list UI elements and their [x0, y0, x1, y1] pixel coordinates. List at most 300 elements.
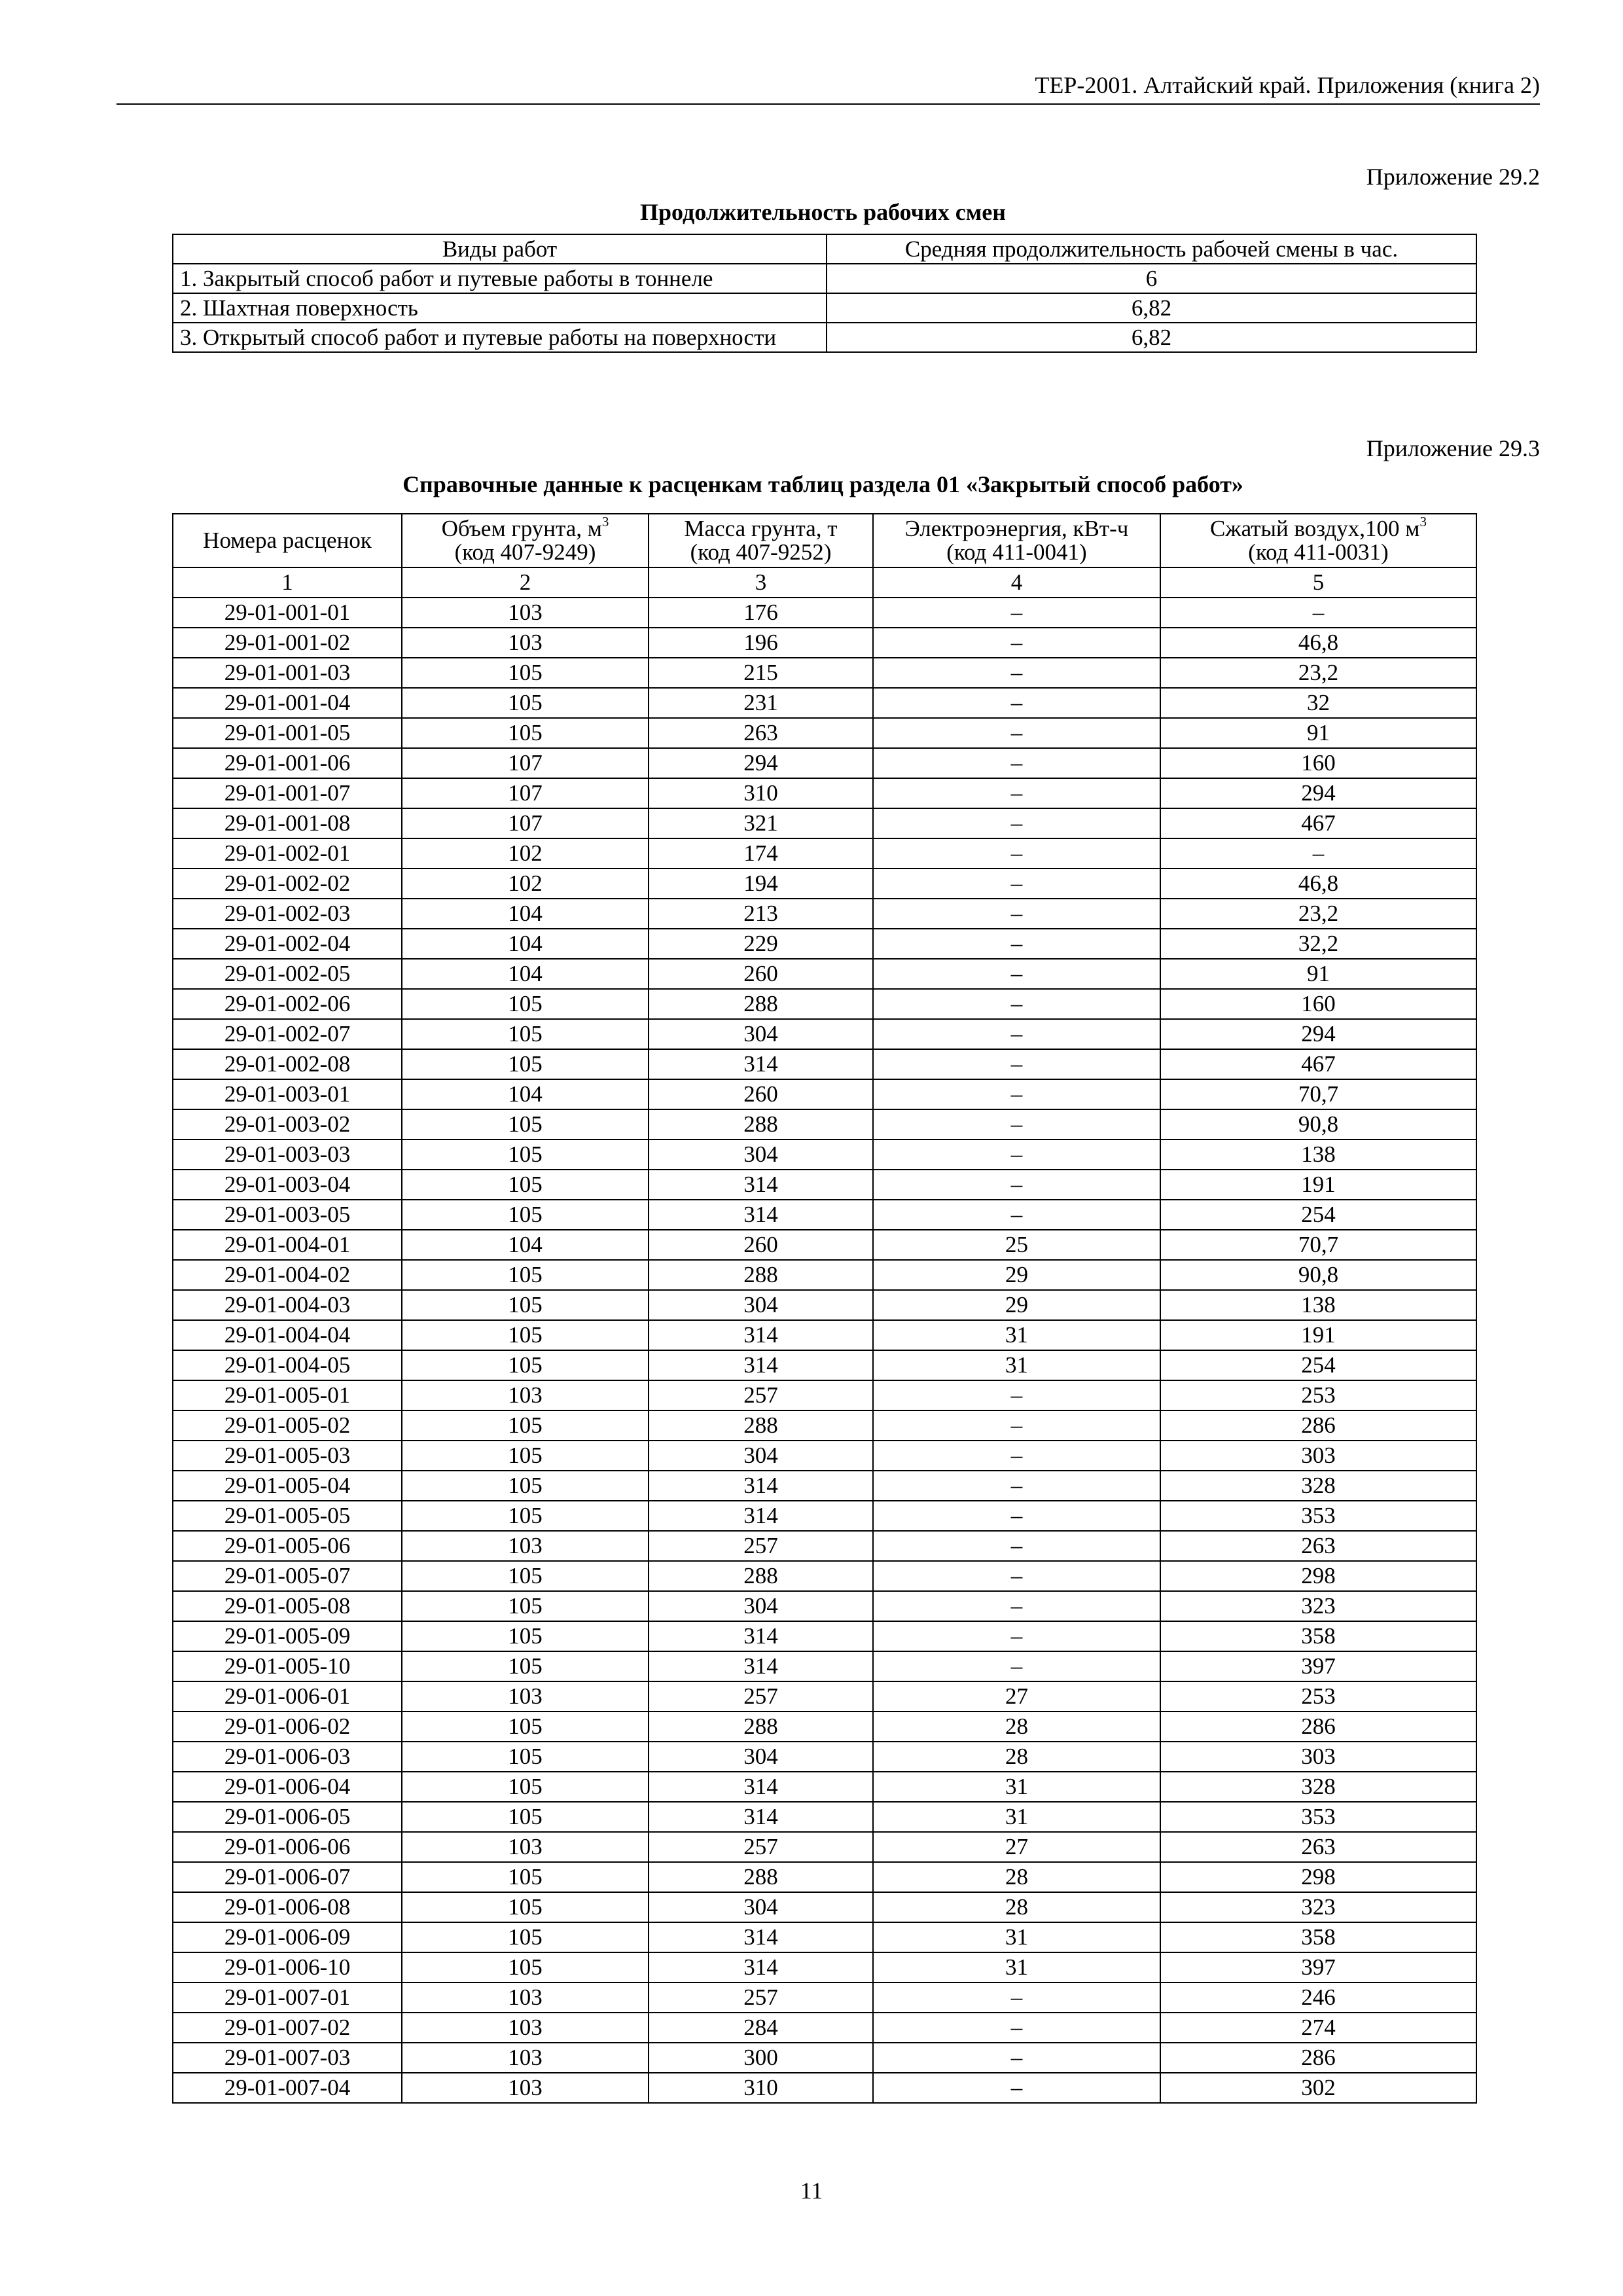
soil-mass-cell: 314: [649, 1320, 873, 1350]
compressed-air-cell: 253: [1160, 1681, 1476, 1712]
table-row: [173, 1621, 1476, 1651]
compressed-air-cell: 138: [1160, 1290, 1476, 1320]
soil-mass-cell: 284: [649, 2013, 873, 2043]
table-row: [173, 1019, 1476, 1049]
rate-code-cell: 29-01-007-04: [173, 2073, 402, 2103]
electricity-cell: 29: [873, 1260, 1160, 1290]
column-header-name: Электроэнергия, кВт-ч: [904, 516, 1129, 541]
column-header: [873, 514, 1160, 567]
compressed-air-cell: 323: [1160, 1892, 1476, 1922]
table-row: [173, 688, 1476, 718]
compressed-air-cell: 191: [1160, 1170, 1476, 1200]
soil-mass-cell: 288: [649, 1109, 873, 1139]
table-row: [173, 778, 1476, 808]
table-row: [173, 1410, 1476, 1441]
soil-mass-cell: 229: [649, 929, 873, 959]
rate-code-cell: 29-01-001-02: [173, 628, 402, 658]
table-row: [173, 1139, 1476, 1170]
table-row: [173, 1712, 1476, 1742]
table-row: [173, 718, 1476, 748]
electricity-cell: –: [873, 598, 1160, 628]
soil-mass-cell: 314: [649, 1471, 873, 1501]
rate-code-cell: 29-01-006-06: [173, 1832, 402, 1862]
column-number: 1: [173, 567, 402, 598]
resource-code: (код 411-0031): [1248, 539, 1389, 565]
compressed-air-cell: 46,8: [1160, 628, 1476, 658]
electricity-cell: –: [873, 778, 1160, 808]
soil-volume-cell: 105: [402, 1772, 649, 1802]
electricity-cell: –: [873, 1170, 1160, 1200]
soil-volume-cell: 102: [402, 838, 649, 869]
table-row: [173, 1380, 1476, 1410]
soil-volume-cell: 104: [402, 959, 649, 989]
table-row: [173, 1260, 1476, 1290]
rate-code-cell: 29-01-002-04: [173, 929, 402, 959]
soil-volume-cell: 103: [402, 1832, 649, 1862]
column-header-name: Масса грунта, т: [684, 516, 838, 541]
rate-code-cell: 29-01-006-07: [173, 1862, 402, 1892]
rate-code-cell: 29-01-003-04: [173, 1170, 402, 1200]
shift-duration-cell: 6,82: [827, 293, 1476, 323]
electricity-cell: –: [873, 1982, 1160, 2013]
soil-mass-cell: 260: [649, 959, 873, 989]
soil-volume-cell: 105: [402, 1019, 649, 1049]
electricity-cell: –: [873, 2043, 1160, 2073]
table-row: [173, 748, 1476, 778]
rate-code-cell: 29-01-002-08: [173, 1049, 402, 1079]
electricity-cell: –: [873, 1380, 1160, 1410]
soil-volume-cell: 103: [402, 2073, 649, 2103]
table-header-row: [173, 234, 1476, 264]
column-number: 3: [649, 567, 873, 598]
table-header-row: [173, 514, 1476, 567]
electricity-cell: 28: [873, 1742, 1160, 1772]
appendix-29-3-label: Приложение 29.3: [1366, 435, 1540, 461]
resource-code: (код 407-9249): [454, 539, 596, 565]
electricity-cell: –: [873, 1531, 1160, 1561]
soil-volume-cell: 105: [402, 1802, 649, 1832]
column-number: 4: [873, 567, 1160, 598]
compressed-air-cell: 358: [1160, 1922, 1476, 1952]
electricity-cell: 27: [873, 1681, 1160, 1712]
compressed-air-cell: 23,2: [1160, 658, 1476, 688]
rate-code-cell: 29-01-006-10: [173, 1952, 402, 1982]
soil-volume-cell: 105: [402, 718, 649, 748]
column-number: 2: [402, 567, 649, 598]
rate-code-cell: 29-01-005-04: [173, 1471, 402, 1501]
table-row: [173, 293, 1476, 323]
rate-code-cell: 29-01-003-05: [173, 1200, 402, 1230]
table-row: [173, 2073, 1476, 2103]
soil-mass-cell: 314: [649, 1802, 873, 1832]
soil-volume-cell: 105: [402, 1621, 649, 1651]
soil-mass-cell: 304: [649, 1892, 873, 1922]
electricity-cell: –: [873, 1651, 1160, 1681]
electricity-cell: –: [873, 899, 1160, 929]
column-header: [1160, 514, 1476, 567]
table-row: [173, 323, 1476, 352]
soil-volume-cell: 105: [402, 1410, 649, 1441]
soil-volume-cell: 105: [402, 1952, 649, 1982]
table-row: [173, 1982, 1476, 2013]
compressed-air-cell: 467: [1160, 1049, 1476, 1079]
table-row: [173, 1501, 1476, 1531]
soil-volume-cell: 105: [402, 1742, 649, 1772]
table-row: [173, 1742, 1476, 1772]
column-header: [649, 514, 873, 567]
compressed-air-cell: 294: [1160, 778, 1476, 808]
soil-volume-cell: 103: [402, 1380, 649, 1410]
compressed-air-cell: 353: [1160, 1501, 1476, 1531]
soil-volume-cell: 105: [402, 1109, 649, 1139]
soil-mass-cell: 314: [649, 1170, 873, 1200]
electricity-cell: 28: [873, 1892, 1160, 1922]
compressed-air-cell: 191: [1160, 1320, 1476, 1350]
rate-code-cell: 29-01-007-02: [173, 2013, 402, 2043]
electricity-cell: –: [873, 658, 1160, 688]
reference-data-table-title: Справочные данные к расценкам таблиц раздела 01 «Закрытый способ работ»: [402, 471, 1243, 497]
rate-code-cell: 29-01-005-09: [173, 1621, 402, 1651]
work-shifts-table: [172, 234, 1477, 353]
soil-volume-cell: 105: [402, 1320, 649, 1350]
soil-volume-cell: 105: [402, 1712, 649, 1742]
soil-volume-cell: 105: [402, 1591, 649, 1621]
soil-volume-cell: 107: [402, 778, 649, 808]
rate-code-cell: 29-01-005-03: [173, 1441, 402, 1471]
soil-mass-cell: 314: [649, 1772, 873, 1802]
compressed-air-cell: 160: [1160, 748, 1476, 778]
table-row: [173, 899, 1476, 929]
table-row: [173, 264, 1476, 293]
soil-mass-cell: 304: [649, 1591, 873, 1621]
soil-volume-cell: 103: [402, 2043, 649, 2073]
column-header: Виды работ: [173, 234, 827, 264]
compressed-air-cell: 298: [1160, 1862, 1476, 1892]
work-type-cell: 1. Закрытый способ работ и путевые работы в тоннеле: [173, 264, 827, 293]
soil-volume-cell: 103: [402, 1681, 649, 1712]
compressed-air-cell: 90,8: [1160, 1109, 1476, 1139]
electricity-cell: –: [873, 1139, 1160, 1170]
table-row: [173, 1922, 1476, 1952]
electricity-cell: 31: [873, 1772, 1160, 1802]
compressed-air-cell: 246: [1160, 1982, 1476, 2013]
column-header: Средняя продолжительность рабочей смены в час.: [827, 234, 1476, 264]
electricity-cell: –: [873, 1410, 1160, 1441]
table-row: [173, 1862, 1476, 1892]
compressed-air-cell: 303: [1160, 1742, 1476, 1772]
compressed-air-cell: 353: [1160, 1802, 1476, 1832]
compressed-air-cell: 302: [1160, 2073, 1476, 2103]
column-header: [173, 514, 402, 567]
soil-volume-cell: 105: [402, 1260, 649, 1290]
electricity-cell: 31: [873, 1922, 1160, 1952]
compressed-air-cell: 286: [1160, 2043, 1476, 2073]
soil-mass-cell: 304: [649, 1019, 873, 1049]
table-row: [173, 1049, 1476, 1079]
electricity-cell: –: [873, 2013, 1160, 2043]
electricity-cell: 28: [873, 1712, 1160, 1742]
soil-mass-cell: 321: [649, 808, 873, 838]
rate-code-cell: 29-01-001-03: [173, 658, 402, 688]
soil-mass-cell: 257: [649, 1982, 873, 2013]
electricity-cell: –: [873, 628, 1160, 658]
soil-mass-cell: 288: [649, 1862, 873, 1892]
soil-volume-cell: 105: [402, 1170, 649, 1200]
compressed-air-cell: 70,7: [1160, 1079, 1476, 1109]
soil-mass-cell: 257: [649, 1832, 873, 1862]
column-header: [402, 514, 649, 567]
rate-code-cell: 29-01-007-03: [173, 2043, 402, 2073]
compressed-air-cell: 138: [1160, 1139, 1476, 1170]
soil-volume-cell: 103: [402, 598, 649, 628]
table-row: [173, 1320, 1476, 1350]
soil-mass-cell: 288: [649, 1260, 873, 1290]
compressed-air-cell: 274: [1160, 2013, 1476, 2043]
soil-volume-cell: 105: [402, 1561, 649, 1591]
electricity-cell: –: [873, 1591, 1160, 1621]
column-number-row: [173, 567, 1476, 598]
soil-mass-cell: 314: [649, 1952, 873, 1982]
soil-volume-cell: 103: [402, 1531, 649, 1561]
column-header-name: Номера расценок: [203, 528, 372, 553]
rate-code-cell: 29-01-001-01: [173, 598, 402, 628]
rate-code-cell: 29-01-002-01: [173, 838, 402, 869]
compressed-air-cell: 70,7: [1160, 1230, 1476, 1260]
soil-volume-cell: 107: [402, 748, 649, 778]
table-row: [173, 1952, 1476, 1982]
compressed-air-cell: 32,2: [1160, 929, 1476, 959]
table-row: [173, 989, 1476, 1019]
soil-mass-cell: 314: [649, 1350, 873, 1380]
soil-volume-cell: 105: [402, 1290, 649, 1320]
soil-mass-cell: 314: [649, 1501, 873, 1531]
soil-mass-cell: 314: [649, 1200, 873, 1230]
table-row: [173, 959, 1476, 989]
rate-code-cell: 29-01-006-04: [173, 1772, 402, 1802]
electricity-cell: 28: [873, 1862, 1160, 1892]
soil-volume-cell: 103: [402, 628, 649, 658]
compressed-air-cell: 328: [1160, 1471, 1476, 1501]
unit-superscript: 3: [1419, 514, 1427, 530]
electricity-cell: 31: [873, 1350, 1160, 1380]
electricity-cell: 31: [873, 1320, 1160, 1350]
electricity-cell: –: [873, 748, 1160, 778]
table-row: [173, 1832, 1476, 1862]
compressed-air-cell: 160: [1160, 989, 1476, 1019]
electricity-cell: 29: [873, 1290, 1160, 1320]
compressed-air-cell: 358: [1160, 1621, 1476, 1651]
unit-superscript: 3: [601, 514, 609, 530]
table-row: [173, 1230, 1476, 1260]
soil-mass-cell: 300: [649, 2043, 873, 2073]
electricity-cell: –: [873, 869, 1160, 899]
rate-code-cell: 29-01-001-05: [173, 718, 402, 748]
rate-code-cell: 29-01-003-02: [173, 1109, 402, 1139]
soil-mass-cell: 304: [649, 1290, 873, 1320]
compressed-air-cell: 294: [1160, 1019, 1476, 1049]
rate-code-cell: 29-01-004-04: [173, 1320, 402, 1350]
column-header-name: Сжатый воздух,100 м: [1210, 516, 1420, 541]
soil-mass-cell: 257: [649, 1531, 873, 1561]
electricity-cell: –: [873, 1621, 1160, 1651]
electricity-cell: –: [873, 1471, 1160, 1501]
soil-volume-cell: 105: [402, 1922, 649, 1952]
soil-volume-cell: 104: [402, 929, 649, 959]
compressed-air-cell: 32: [1160, 688, 1476, 718]
compressed-air-cell: 46,8: [1160, 869, 1476, 899]
soil-mass-cell: 231: [649, 688, 873, 718]
soil-mass-cell: 288: [649, 1712, 873, 1742]
compressed-air-cell: 303: [1160, 1441, 1476, 1471]
work-type-cell: 2. Шахтная поверхность: [173, 293, 827, 323]
table-row: [173, 1772, 1476, 1802]
soil-mass-cell: 194: [649, 869, 873, 899]
table-row: [173, 1290, 1476, 1320]
table-row: [173, 628, 1476, 658]
shift-duration-cell: 6: [827, 264, 1476, 293]
soil-mass-cell: 288: [649, 1410, 873, 1441]
soil-mass-cell: 213: [649, 899, 873, 929]
electricity-cell: –: [873, 1561, 1160, 1591]
soil-mass-cell: 304: [649, 1742, 873, 1772]
electricity-cell: –: [873, 1019, 1160, 1049]
soil-mass-cell: 294: [649, 748, 873, 778]
compressed-air-cell: 298: [1160, 1561, 1476, 1591]
rate-code-cell: 29-01-004-03: [173, 1290, 402, 1320]
table-row: [173, 1802, 1476, 1832]
soil-volume-cell: 103: [402, 2013, 649, 2043]
table-row: [173, 1109, 1476, 1139]
rate-code-cell: 29-01-005-05: [173, 1501, 402, 1531]
soil-mass-cell: 176: [649, 598, 873, 628]
soil-volume-cell: 103: [402, 1982, 649, 2013]
electricity-cell: –: [873, 838, 1160, 869]
compressed-air-cell: 328: [1160, 1772, 1476, 1802]
electricity-cell: –: [873, 1079, 1160, 1109]
soil-volume-cell: 105: [402, 1139, 649, 1170]
rate-code-cell: 29-01-005-10: [173, 1651, 402, 1681]
soil-volume-cell: 105: [402, 1441, 649, 1471]
compressed-air-cell: 254: [1160, 1350, 1476, 1380]
soil-volume-cell: 105: [402, 1350, 649, 1380]
soil-mass-cell: 310: [649, 2073, 873, 2103]
table-row: [173, 808, 1476, 838]
soil-mass-cell: 314: [649, 1651, 873, 1681]
table-row: [173, 1892, 1476, 1922]
rate-code-cell: 29-01-007-01: [173, 1982, 402, 2013]
table-row: [173, 869, 1476, 899]
soil-volume-cell: 105: [402, 1200, 649, 1230]
soil-volume-cell: 105: [402, 1501, 649, 1531]
table-row: [173, 2013, 1476, 2043]
rate-code-cell: 29-01-006-05: [173, 1802, 402, 1832]
table-row: [173, 598, 1476, 628]
soil-mass-cell: 288: [649, 1561, 873, 1591]
electricity-cell: –: [873, 1441, 1160, 1471]
rate-code-cell: 29-01-005-02: [173, 1410, 402, 1441]
rate-code-cell: 29-01-004-05: [173, 1350, 402, 1380]
rate-code-cell: 29-01-005-07: [173, 1561, 402, 1591]
rate-code-cell: 29-01-001-08: [173, 808, 402, 838]
column-header-name: Объем грунта, м: [441, 516, 602, 541]
electricity-cell: –: [873, 1049, 1160, 1079]
soil-volume-cell: 104: [402, 1230, 649, 1260]
soil-volume-cell: 104: [402, 1079, 649, 1109]
soil-volume-cell: 105: [402, 1471, 649, 1501]
page-number: 11: [800, 2178, 823, 2204]
rate-code-cell: 29-01-002-02: [173, 869, 402, 899]
work-shifts-table-title: Продолжительность рабочих смен: [640, 199, 1006, 225]
rate-code-cell: 29-01-001-04: [173, 688, 402, 718]
soil-volume-cell: 105: [402, 1049, 649, 1079]
compressed-air-cell: 23,2: [1160, 899, 1476, 929]
soil-mass-cell: 288: [649, 989, 873, 1019]
soil-volume-cell: 105: [402, 1892, 649, 1922]
rate-code-cell: 29-01-006-01: [173, 1681, 402, 1712]
table-row: [173, 1471, 1476, 1501]
header-rule: [116, 103, 1540, 105]
soil-mass-cell: 314: [649, 1922, 873, 1952]
soil-mass-cell: 215: [649, 658, 873, 688]
soil-volume-cell: 107: [402, 808, 649, 838]
soil-volume-cell: 102: [402, 869, 649, 899]
soil-mass-cell: 174: [649, 838, 873, 869]
compressed-air-cell: 397: [1160, 1651, 1476, 1681]
compressed-air-cell: 91: [1160, 959, 1476, 989]
table-row: [173, 1350, 1476, 1380]
electricity-cell: –: [873, 989, 1160, 1019]
electricity-cell: –: [873, 929, 1160, 959]
table-row: [173, 838, 1476, 869]
electricity-cell: –: [873, 1501, 1160, 1531]
rate-code-cell: 29-01-001-07: [173, 778, 402, 808]
rate-code-cell: 29-01-002-06: [173, 989, 402, 1019]
electricity-cell: 31: [873, 1802, 1160, 1832]
table-row: [173, 1441, 1476, 1471]
table-row: [173, 1531, 1476, 1561]
table-row: [173, 1170, 1476, 1200]
soil-mass-cell: 314: [649, 1621, 873, 1651]
table-row: [173, 929, 1476, 959]
electricity-cell: 25: [873, 1230, 1160, 1260]
compressed-air-cell: 397: [1160, 1952, 1476, 1982]
electricity-cell: –: [873, 1109, 1160, 1139]
rate-code-cell: 29-01-005-06: [173, 1531, 402, 1561]
table-row: [173, 658, 1476, 688]
compressed-air-cell: 90,8: [1160, 1260, 1476, 1290]
compressed-air-cell: 263: [1160, 1832, 1476, 1862]
soil-volume-cell: 105: [402, 1862, 649, 1892]
electricity-cell: –: [873, 1200, 1160, 1230]
compressed-air-cell: 323: [1160, 1591, 1476, 1621]
compressed-air-cell: 286: [1160, 1410, 1476, 1441]
soil-mass-cell: 196: [649, 628, 873, 658]
rate-code-cell: 29-01-004-01: [173, 1230, 402, 1260]
electricity-cell: –: [873, 808, 1160, 838]
soil-mass-cell: 314: [649, 1049, 873, 1079]
table-row: [173, 1651, 1476, 1681]
soil-volume-cell: 105: [402, 658, 649, 688]
rate-code-cell: 29-01-004-02: [173, 1260, 402, 1290]
compressed-air-cell: 467: [1160, 808, 1476, 838]
table-row: [173, 1079, 1476, 1109]
soil-mass-cell: 260: [649, 1079, 873, 1109]
table-row: [173, 1200, 1476, 1230]
compressed-air-cell: 253: [1160, 1380, 1476, 1410]
soil-mass-cell: 263: [649, 718, 873, 748]
electricity-cell: –: [873, 2073, 1160, 2103]
soil-volume-cell: 105: [402, 1651, 649, 1681]
